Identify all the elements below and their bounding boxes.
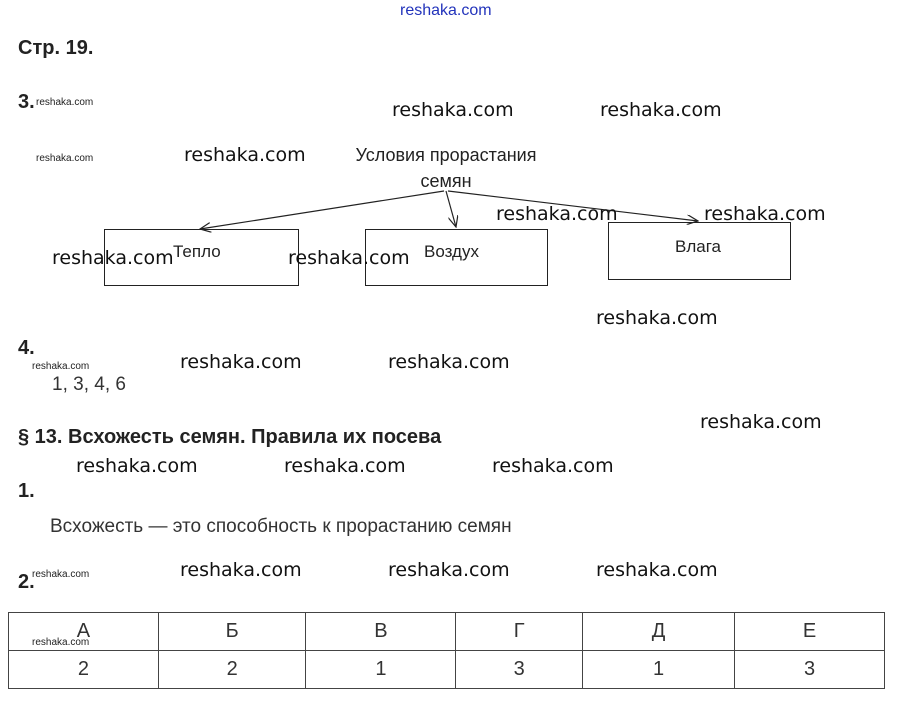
arrow-to-teplo [200, 191, 444, 229]
site-link[interactable]: reshaka.com [400, 2, 492, 19]
table-cell: 2 [158, 651, 306, 689]
watermark-small: reshaka.com [32, 361, 90, 372]
watermark: reshaka.com [392, 99, 514, 121]
table-row [9, 651, 885, 689]
table-header-cell: Б [158, 613, 306, 651]
question-4-number: 4. [18, 337, 35, 359]
watermark: reshaka.com [184, 144, 306, 166]
watermark: reshaka.com [76, 455, 198, 477]
table-cell: 1 [306, 651, 456, 689]
watermark: reshaka.com [180, 559, 302, 581]
diagram-title-line1: Условия прорастания [355, 145, 537, 165]
watermark: reshaka.com [388, 351, 510, 373]
table-cell: 3 [735, 651, 885, 689]
watermark: reshaka.com [596, 307, 718, 329]
section-title: § 13. Всхожесть семян. Правила их посева [18, 426, 442, 448]
table-header-cell: А [9, 613, 159, 651]
diagram-title-line2: семян [420, 171, 472, 191]
section-q1-answer: Всхожесть — это способность к прорастанию семян [50, 516, 512, 537]
arrow-to-vozdukh [446, 191, 456, 227]
watermark-small: reshaka.com [32, 637, 90, 648]
watermark: reshaka.com [52, 247, 174, 269]
page-label: Стр. 19. [18, 37, 94, 59]
box-vlaga-label: Влага [675, 237, 721, 256]
box-teplo-label: Тепло [173, 242, 221, 261]
question-4-answer: 1, 3, 4, 6 [52, 374, 126, 395]
watermark: reshaka.com [600, 99, 722, 121]
table-cell: 3 [456, 651, 583, 689]
question-3-number: 3. [18, 91, 35, 113]
box-vlaga [608, 222, 791, 280]
table-cell: 1 [583, 651, 735, 689]
watermark: reshaka.com [180, 351, 302, 373]
watermark: reshaka.com [492, 455, 614, 477]
table-cell: 2 [9, 651, 159, 689]
watermark: reshaka.com [700, 411, 822, 433]
watermark: reshaka.com [704, 203, 826, 225]
answer-table [8, 612, 885, 689]
watermark-small: reshaka.com [36, 97, 94, 108]
watermark: reshaka.com [596, 559, 718, 581]
box-vozdukh-label: Воздух [424, 242, 479, 261]
section-q2-number: 2. [18, 571, 35, 593]
table-header-cell: Д [583, 613, 735, 651]
watermark: reshaka.com [388, 559, 510, 581]
watermark-small: reshaka.com [36, 153, 94, 164]
table-header-cell: Г [456, 613, 583, 651]
section-q1-number: 1. [18, 480, 35, 502]
watermark: reshaka.com [284, 455, 406, 477]
table-header-row [9, 613, 885, 651]
watermark: reshaka.com [288, 247, 410, 269]
table-header-cell: В [306, 613, 456, 651]
table-header-cell: Е [735, 613, 885, 651]
watermark: reshaka.com [496, 203, 618, 225]
watermark-small: reshaka.com [32, 569, 90, 580]
